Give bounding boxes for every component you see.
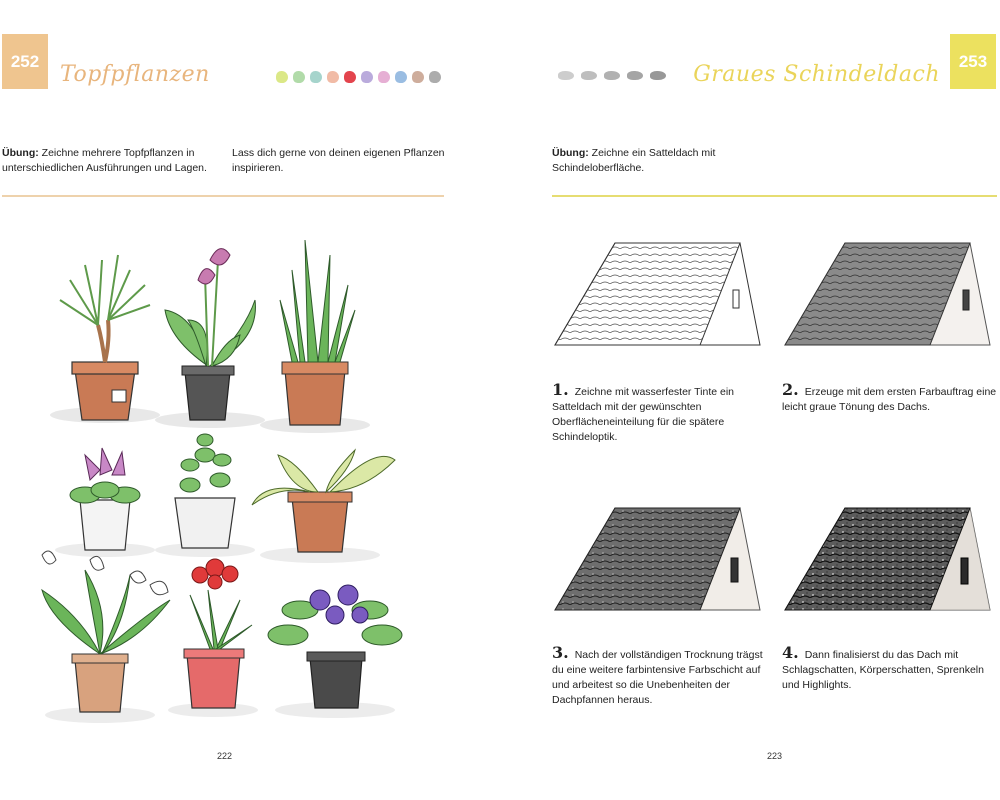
swatch bbox=[604, 71, 620, 80]
chapter-title: Graues Schindeldach bbox=[693, 62, 940, 87]
plant-cyclamen bbox=[55, 448, 155, 557]
plant-yucca bbox=[50, 255, 160, 423]
step-number: 2. bbox=[782, 380, 799, 399]
swatch bbox=[327, 71, 339, 83]
plant-peace-lily bbox=[42, 551, 170, 723]
swatch bbox=[378, 71, 390, 83]
chapter-title: Topfpflanzen bbox=[60, 62, 210, 87]
exercise-label: Übung: bbox=[2, 147, 39, 159]
plant-snake bbox=[260, 240, 370, 433]
page-number-badge: 252 bbox=[2, 34, 48, 89]
swatch bbox=[412, 71, 424, 83]
divider bbox=[552, 195, 997, 197]
swatch bbox=[429, 71, 441, 83]
exercise-label: Übung: bbox=[552, 147, 589, 159]
page-number-badge: 253 bbox=[950, 34, 996, 89]
roof-step-1-illustration bbox=[550, 235, 765, 355]
swatch bbox=[581, 71, 597, 80]
swatch bbox=[361, 71, 373, 83]
exercise-text: Zeichne mehrere Topfpflanzen in unterschiedlichen Ausführungen und Lagen. bbox=[2, 147, 207, 174]
right-page bbox=[500, 0, 1000, 800]
color-swatches-right bbox=[558, 71, 666, 80]
plant-jade bbox=[155, 434, 255, 557]
roof-step-4-illustration bbox=[780, 500, 995, 620]
exercise-instruction bbox=[552, 146, 767, 176]
folio-number: 222 bbox=[217, 751, 233, 761]
potted-plants-illustration bbox=[30, 230, 450, 740]
step-2 bbox=[782, 382, 997, 415]
plant-calla bbox=[155, 249, 265, 428]
step-text: Zeichne mit wasserfester Tinte ein Satteldach mit der gewünschten Oberflächeneinteilung für die spätere Schindeloptik. bbox=[552, 386, 735, 443]
exercise-text: Zeichne ein Satteldach mit Schindeloberfläche. bbox=[552, 147, 716, 174]
exercise-instruction bbox=[2, 146, 217, 176]
swatch bbox=[310, 71, 322, 83]
plant-african-violet bbox=[268, 585, 402, 718]
swatch bbox=[293, 71, 305, 83]
roof-step-2-illustration bbox=[780, 235, 995, 355]
plant-caladium bbox=[252, 450, 395, 563]
divider bbox=[2, 195, 444, 197]
step-text: Nach der vollständigen Trocknung trägst du eine weitere farbintensive Farbschicht auf und arbeitest so die Unebenheiten der Dachpfannen heraus. bbox=[552, 649, 763, 706]
swatch bbox=[395, 71, 407, 83]
roof-step-3-illustration bbox=[550, 500, 765, 620]
folio-number: 223 bbox=[767, 751, 783, 761]
swatch bbox=[650, 71, 666, 80]
step-4 bbox=[782, 645, 997, 693]
step-1 bbox=[552, 382, 767, 445]
step-3 bbox=[552, 645, 767, 708]
step-text: Dann finalisierst du das Dach mit Schlagschatten, Körperschatten, Sprenkeln und Highlights. bbox=[782, 649, 984, 691]
step-number: 4. bbox=[782, 643, 799, 662]
color-swatches bbox=[276, 71, 441, 83]
swatch bbox=[276, 71, 288, 83]
step-number: 3. bbox=[552, 643, 569, 662]
swatch bbox=[627, 71, 643, 80]
swatch bbox=[558, 71, 574, 80]
exercise-hint: Lass dich gerne von deinen eigenen Pflanzen inspirieren. bbox=[232, 147, 445, 174]
step-text: Erzeuge mit dem ersten Farbauftrag eine leicht graue Tönung des Dachs. bbox=[782, 386, 997, 413]
plant-clivia bbox=[168, 559, 258, 717]
step-number: 1. bbox=[552, 380, 569, 399]
swatch bbox=[344, 71, 356, 83]
